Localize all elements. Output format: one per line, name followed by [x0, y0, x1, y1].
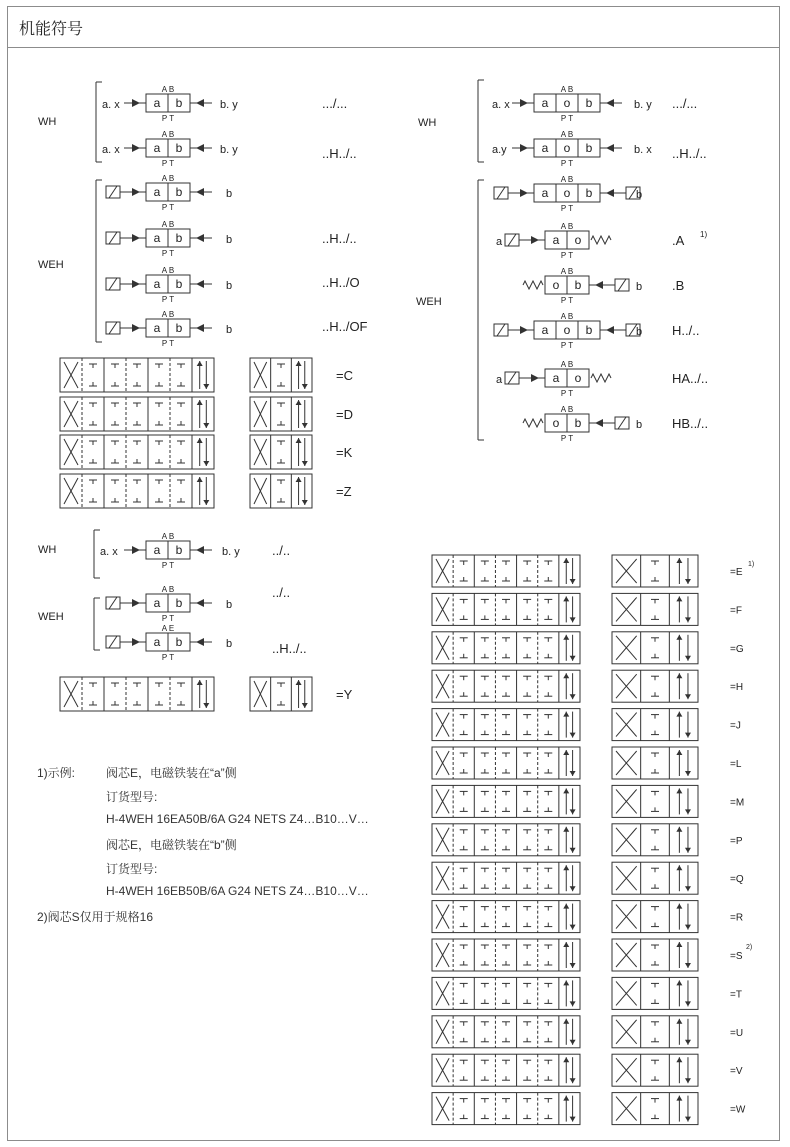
- function-code-bottom: ../..: [272, 585, 291, 600]
- valve-position-letter: a: [153, 231, 161, 245]
- spool-code-right: =S: [730, 951, 743, 962]
- pilot-triangle: [132, 99, 140, 107]
- valve-position-letter: b: [585, 96, 593, 110]
- function-code: ..H../..: [322, 231, 357, 246]
- port-label-bottom: P T: [161, 203, 175, 212]
- group-label-weh: WEH: [38, 259, 64, 271]
- spool-symbol-long-right: [432, 747, 580, 779]
- footnote-mark-s: 2): [746, 944, 753, 951]
- pilot-triangle: [132, 144, 140, 152]
- spool-symbol-short-right: [612, 824, 698, 856]
- spool-code-right: =U: [730, 1027, 744, 1039]
- function-code-right: .B: [672, 278, 685, 293]
- port-label-top: A B: [560, 360, 574, 369]
- pilot-triangle: [196, 99, 204, 107]
- port-label-right: b. x: [634, 144, 652, 156]
- spring-right: [591, 374, 611, 382]
- port-label-right: b: [636, 419, 643, 431]
- order-model-1: H-4WEH 16EA50B/6A G24 NETS Z4…B10…V…: [106, 812, 369, 826]
- port-label-bottom: P T: [161, 653, 175, 662]
- port-label-left: a. x: [102, 99, 120, 111]
- spool-symbol-short-right: [612, 709, 698, 741]
- pilot-triangle: [606, 144, 614, 152]
- port-label-top: A B: [161, 310, 175, 319]
- port-label-top: A B: [560, 312, 574, 321]
- valve-position-letter: a: [153, 185, 161, 199]
- spool-code-right: =M: [730, 797, 745, 809]
- spool-code: =Z: [336, 484, 352, 499]
- port-label-bottom: P T: [560, 341, 574, 350]
- spool-symbol-long-right: [432, 785, 580, 817]
- valve-position-letter: o: [552, 416, 560, 430]
- valve-position-letter: b: [175, 543, 183, 557]
- function-code: .../...: [322, 96, 348, 111]
- spool-symbol-long: [60, 474, 214, 508]
- port-label-right: b: [636, 326, 643, 338]
- group-label-wh: WH: [38, 116, 57, 128]
- port-label-left: a.y: [492, 144, 507, 156]
- pilot-triangle: [595, 281, 603, 289]
- pilot-triangle: [132, 546, 140, 554]
- footnote-1-text: 阀芯E，电磁铁装在“a”侧: [106, 766, 237, 780]
- port-label-top: A B: [560, 267, 574, 276]
- port-label-right: b. y: [634, 99, 652, 111]
- spool-symbol-long: [60, 435, 214, 469]
- spool-symbol-short: [250, 435, 312, 469]
- spool-symbol-long-right: [432, 1054, 580, 1086]
- spool-symbol-long-right: [432, 939, 580, 971]
- spool-symbol-long-right: [432, 1093, 580, 1125]
- spool-symbol-long-right: [432, 632, 580, 664]
- port-label-left: a: [496, 236, 503, 248]
- spool-symbol-short-right: [612, 670, 698, 702]
- spool-code-right: =G: [730, 643, 744, 655]
- port-label-bottom: P T: [161, 561, 175, 570]
- valve-position-letter: b: [175, 635, 183, 649]
- valve-position-letter: b: [175, 231, 183, 245]
- group-label-weh-right: WEH: [416, 296, 442, 308]
- spool-symbol-long: [60, 677, 214, 711]
- pilot-triangle: [595, 419, 603, 427]
- port-label-top: A B: [161, 532, 175, 541]
- spool-code-right: =R: [730, 912, 744, 924]
- spool-code: =Y: [336, 687, 353, 702]
- port-label-bottom: P T: [161, 249, 175, 258]
- valve-position-letter: a: [153, 635, 161, 649]
- port-label-top: A B: [161, 130, 175, 139]
- spool-symbol-long: [60, 358, 214, 392]
- spool-symbol-long-right: [432, 709, 580, 741]
- spool-code-right: =E: [730, 567, 743, 578]
- group-label-wh-right: WH: [418, 117, 437, 129]
- spool-code-right: =L: [730, 759, 742, 770]
- valve-position-letter: b: [175, 141, 183, 155]
- port-label-right: b: [636, 281, 643, 293]
- group-label-wh-bottom: WH: [38, 544, 57, 556]
- spool-symbol-short-right: [612, 939, 698, 971]
- order-code-label-2: 订货型号:: [106, 862, 158, 876]
- port-label-left: a. x: [492, 99, 510, 111]
- valve-position-letter: a: [541, 186, 549, 200]
- pilot-triangle: [531, 236, 539, 244]
- port-label-bottom: P T: [161, 159, 175, 168]
- valve-position-letter: a: [552, 233, 560, 247]
- spool-symbol-long-right: [432, 670, 580, 702]
- spool-code: =K: [336, 445, 353, 460]
- valve-position-letter: o: [574, 371, 582, 385]
- pilot-triangle: [196, 638, 204, 646]
- footnote-2: 2)阀芯S仅用于规格16: [37, 910, 154, 924]
- port-label-right: b: [226, 324, 233, 336]
- spool-symbol-long: [60, 397, 214, 431]
- port-label-bottom: P T: [161, 614, 175, 623]
- port-label-top: A B: [161, 85, 175, 94]
- port-label-bottom: P T: [560, 159, 574, 168]
- pilot-triangle: [531, 374, 539, 382]
- spool-symbol-long-right: [432, 1016, 580, 1048]
- port-label-top: A B: [161, 220, 175, 229]
- port-label-right: b: [226, 638, 233, 650]
- function-code: ..H../OF: [322, 319, 368, 334]
- valve-position-letter: b: [175, 96, 183, 110]
- valve-position-letter: a: [153, 96, 161, 110]
- spool-code-right: =W: [730, 1104, 746, 1116]
- spool-code-right: =V: [730, 1066, 743, 1078]
- port-label-right: b. y: [220, 99, 238, 111]
- pilot-triangle: [606, 189, 614, 197]
- spool-symbol-long-right: [432, 824, 580, 856]
- pilot-triangle: [196, 144, 204, 152]
- spool-symbol-short-right: [612, 1093, 698, 1125]
- port-label-bottom: P T: [560, 251, 574, 260]
- valve-position-letter: o: [563, 96, 571, 110]
- spool-code-right: =P: [730, 835, 743, 847]
- port-label-left: a. x: [100, 546, 118, 558]
- pilot-triangle: [196, 234, 204, 242]
- spool-symbol-long-right: [432, 862, 580, 894]
- port-label-bottom: P T: [161, 295, 175, 304]
- port-label-top: A B: [560, 175, 574, 184]
- pilot-triangle: [196, 280, 204, 288]
- port-label-left: a. x: [102, 144, 120, 156]
- pilot-triangle: [196, 599, 204, 607]
- spool-code: =C: [336, 368, 353, 383]
- valve-position-letter: a: [153, 596, 161, 610]
- valve-position-letter: o: [563, 186, 571, 200]
- pilot-triangle: [520, 144, 528, 152]
- spool-code-right: =T: [730, 989, 742, 1001]
- order-code-label-1: 订货型号:: [106, 790, 158, 804]
- port-label-top: A B: [560, 222, 574, 231]
- port-label-top: A B: [161, 266, 175, 275]
- valve-position-letter: b: [175, 321, 183, 335]
- port-label-right: b: [226, 188, 233, 200]
- port-label-top: A B: [161, 174, 175, 183]
- function-code-bottom: ..H../..: [272, 641, 307, 656]
- port-label-right: b. y: [220, 144, 238, 156]
- port-label-right: b: [226, 599, 233, 611]
- pilot-triangle: [132, 599, 140, 607]
- spool-symbol-short: [250, 677, 312, 711]
- valve-position-letter: b: [175, 185, 183, 199]
- port-label-bottom: P T: [560, 296, 574, 305]
- valve-position-letter: a: [153, 141, 161, 155]
- spool-code: =D: [336, 407, 353, 422]
- spool-symbol-short: [250, 474, 312, 508]
- port-label-right: b: [226, 234, 233, 246]
- spool-symbol-short-right: [612, 632, 698, 664]
- page-title: 机能符号: [19, 21, 84, 38]
- valve-position-letter: b: [574, 416, 582, 430]
- order-model-2: H-4WEH 16EB50B/6A G24 NETS Z4…B10…V…: [106, 884, 369, 898]
- footnote-1b-text: 阀芯E，电磁铁装在“b”侧: [106, 838, 237, 852]
- spool-symbol-short-right: [612, 1016, 698, 1048]
- port-label-bottom: P T: [560, 389, 574, 398]
- port-label-top: A E: [161, 624, 175, 633]
- valve-position-letter: a: [541, 141, 549, 155]
- footnote-1-label: 1)示例:: [37, 766, 76, 780]
- port-label-bottom: P T: [560, 204, 574, 213]
- spool-symbol-short-right: [612, 977, 698, 1009]
- footnote-mark: 1): [700, 230, 708, 239]
- valve-position-letter: b: [574, 278, 582, 292]
- spool-code-right: =F: [730, 605, 742, 617]
- pilot-triangle: [132, 234, 140, 242]
- function-code-right: HA../..: [672, 371, 709, 386]
- port-label-right: b: [636, 189, 643, 201]
- port-label-bottom: P T: [560, 114, 574, 123]
- valve-position-letter: o: [574, 233, 582, 247]
- spool-symbol-short: [250, 397, 312, 431]
- valve-position-letter: b: [585, 186, 593, 200]
- valve-position-letter: o: [552, 278, 560, 292]
- pilot-triangle: [132, 188, 140, 196]
- port-label-top: A B: [560, 130, 574, 139]
- pilot-triangle: [196, 546, 204, 554]
- port-label-top: A B: [161, 585, 175, 594]
- function-code-right: ..H../..: [672, 146, 707, 161]
- function-code-right: HB../..: [672, 416, 709, 431]
- valve-position-letter: a: [153, 277, 161, 291]
- valve-position-letter: o: [563, 323, 571, 337]
- pilot-triangle: [520, 99, 528, 107]
- valve-position-letter: b: [175, 596, 183, 610]
- spring-right: [591, 236, 611, 244]
- spool-symbol-short-right: [612, 862, 698, 894]
- pilot-triangle: [132, 280, 140, 288]
- function-code-right: H../..: [672, 323, 700, 338]
- port-label-bottom: P T: [161, 114, 175, 123]
- function-code-bottom: ../..: [272, 543, 291, 558]
- function-code-right: .../...: [672, 96, 698, 111]
- spool-symbol-short-right: [612, 747, 698, 779]
- spool-symbol-short-right: [612, 785, 698, 817]
- valve-position-letter: a: [552, 371, 560, 385]
- valve-position-letter: a: [541, 323, 549, 337]
- port-label-bottom: P T: [161, 339, 175, 348]
- pilot-triangle: [520, 189, 528, 197]
- valve-position-letter: b: [175, 277, 183, 291]
- port-label-top: A B: [560, 405, 574, 414]
- pilot-triangle: [132, 638, 140, 646]
- port-label-right: b: [226, 280, 233, 292]
- pilot-triangle: [132, 324, 140, 332]
- group-label-weh-bottom: WEH: [38, 611, 64, 623]
- spring-left: [523, 281, 543, 289]
- spool-symbol-short-right: [612, 1054, 698, 1086]
- spool-symbol-long-right: [432, 901, 580, 933]
- spool-code-right: =J: [730, 720, 741, 732]
- spool-symbol-long-right: [432, 977, 580, 1009]
- pilot-triangle: [520, 326, 528, 334]
- pilot-triangle: [606, 326, 614, 334]
- spool-symbol-short-right: [612, 555, 698, 587]
- spool-code-right: =Q: [730, 874, 744, 886]
- spool-code-right: =H: [730, 682, 744, 694]
- spool-symbol-long-right: [432, 593, 580, 625]
- valve-position-letter: a: [541, 96, 549, 110]
- port-label-right: b. y: [222, 546, 240, 558]
- spool-symbol-short: [250, 358, 312, 392]
- valve-position-letter: a: [153, 321, 161, 335]
- valve-position-letter: b: [585, 141, 593, 155]
- valve-position-letter: a: [153, 543, 161, 557]
- function-code: ..H../..: [322, 146, 357, 161]
- footnote-mark-e: 1): [748, 561, 755, 568]
- valve-position-letter: b: [585, 323, 593, 337]
- port-label-left: a: [496, 374, 503, 386]
- pilot-triangle: [196, 188, 204, 196]
- function-code-right: .A: [672, 233, 685, 248]
- spool-symbol-short-right: [612, 901, 698, 933]
- spool-symbol-long-right: [432, 555, 580, 587]
- pilot-triangle: [606, 99, 614, 107]
- port-label-bottom: P T: [560, 434, 574, 443]
- pilot-triangle: [196, 324, 204, 332]
- function-code: ..H../O: [322, 275, 360, 290]
- valve-position-letter: o: [563, 141, 571, 155]
- port-label-top: A B: [560, 85, 574, 94]
- spring-left: [523, 419, 543, 427]
- spool-symbol-short-right: [612, 593, 698, 625]
